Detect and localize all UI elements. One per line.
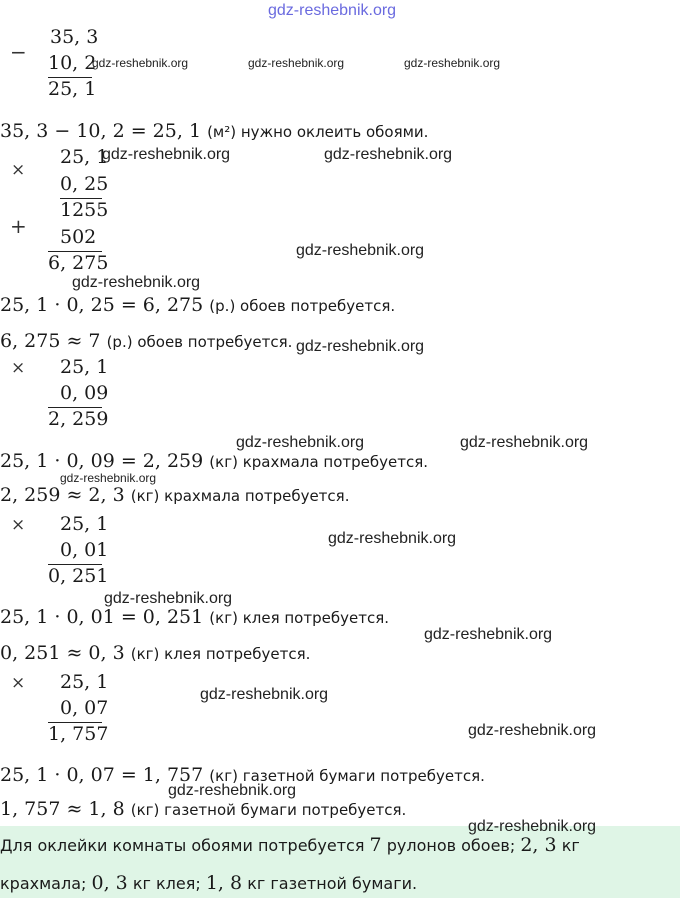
statement-line	[0, 484, 349, 506]
watermark: gdz-reshebnik.org	[424, 626, 553, 643]
answer-text: кг газетной бумаги.	[247, 874, 418, 893]
watermark: gdz-reshebnik.org	[168, 782, 297, 799]
watermark: gdz-reshebnik.org	[296, 338, 425, 355]
statement-line	[0, 450, 428, 472]
factor-a: 25, 1	[60, 146, 109, 168]
statement-text: (кг) крахмала потребуется.	[209, 453, 429, 471]
product: 1, 757	[48, 723, 109, 745]
minus-sign: −	[10, 40, 27, 64]
partial-1: 1255	[60, 199, 109, 221]
statement-line	[0, 642, 310, 664]
multiply-sign: ×	[11, 673, 26, 693]
statement-math: 35, 3 − 10, 2 = 25, 1	[0, 120, 202, 142]
answer-text: кг	[561, 836, 580, 855]
statement-math: 2, 259 ≈ 2, 3	[0, 484, 125, 506]
statement-text: (р.) обоев потребуется.	[106, 333, 293, 351]
statement-line	[0, 294, 395, 316]
watermark: gdz-reshebnik.org	[468, 818, 597, 835]
answer-text: крахмала;	[0, 874, 87, 893]
statement-math: 25, 1 · 0, 01 = 0, 251	[0, 606, 204, 628]
watermark: gdz-reshebnik.org	[296, 242, 425, 259]
answer-text: рулонов обоев;	[386, 836, 516, 855]
answer-line-2	[0, 872, 417, 894]
watermark-top: gdz-reshebnik.org	[268, 2, 397, 19]
statement-math: 6, 275 ≈ 7	[0, 330, 101, 352]
multiply-sign: ×	[11, 358, 26, 378]
factor-b: 0, 25	[60, 173, 109, 195]
watermark: gdz-reshebnik.org	[460, 434, 589, 451]
watermark: gdz-reshebnik.org	[324, 146, 453, 163]
difference: 25, 1	[48, 78, 97, 100]
statement-text: (р.) обоев потребуется.	[209, 297, 396, 315]
answer-box	[0, 826, 680, 898]
answer-number: 2, 3	[520, 834, 557, 856]
minuend: 35, 3	[50, 26, 99, 48]
statement-line	[0, 798, 406, 820]
statement-text: (кг) крахмала потребуется.	[130, 487, 350, 505]
watermark: gdz-reshebnik.org	[60, 471, 157, 485]
factor-a: 25, 1	[60, 513, 109, 535]
answer-text: Для оклейки комнаты обоями потребуется	[0, 836, 365, 855]
watermark: gdz-reshebnik.org	[92, 56, 189, 70]
statement-text: (кг) газетной бумаги потребуется.	[130, 801, 407, 819]
statement-text: (кг) газетной бумаги потребуется.	[209, 767, 485, 785]
statement-math: 25, 1 · 0, 09 = 2, 259	[0, 450, 204, 472]
answer-number: 7	[369, 834, 382, 856]
watermark: gdz-reshebnik.org	[200, 686, 329, 703]
answer-line-1	[0, 834, 580, 856]
watermark: gdz-reshebnik.org	[104, 590, 233, 607]
factor-b: 0, 01	[60, 539, 109, 561]
watermark: gdz-reshebnik.org	[404, 56, 501, 70]
watermark: gdz-reshebnik.org	[102, 146, 231, 163]
watermark: gdz-reshebnik.org	[328, 530, 457, 547]
statement-line	[0, 606, 389, 628]
partial-2: 502	[60, 226, 97, 248]
watermark: gdz-reshebnik.org	[468, 722, 597, 739]
answer-number: 0, 3	[91, 872, 128, 894]
subtrahend: 10, 2	[48, 52, 97, 74]
watermark: gdz-reshebnik.org	[72, 274, 201, 291]
statement-math: 25, 1 · 0, 07 = 1, 757	[0, 764, 204, 786]
statement-text: (кг) клея потребуется.	[209, 609, 389, 627]
factor-b: 0, 09	[60, 382, 109, 404]
multiply-sign: ×	[11, 160, 26, 180]
statement-line	[0, 330, 292, 352]
multiply-sign: ×	[11, 515, 26, 535]
statement-math: 1, 757 ≈ 1, 8	[0, 798, 125, 820]
factor-b: 0, 07	[60, 697, 109, 719]
statement-math: 0, 251 ≈ 0, 3	[0, 642, 125, 664]
factor-a: 25, 1	[60, 356, 109, 378]
product: 0, 251	[48, 565, 109, 587]
watermark: gdz-reshebnik.org	[236, 434, 365, 451]
answer-number: 1, 8	[205, 872, 243, 894]
product: 6, 275	[48, 252, 109, 274]
statement-math: 25, 1 · 0, 25 = 6, 275	[0, 294, 204, 316]
answer-text: кг клея;	[132, 874, 201, 893]
watermark: gdz-reshebnik.org	[248, 56, 345, 70]
statement-text: (кг) клея потребуется.	[130, 645, 311, 663]
plus-sign: +	[10, 214, 27, 238]
statement-text: (м²) нужно оклеить обоями.	[207, 123, 429, 141]
statement-line	[0, 120, 428, 142]
product: 2, 259	[48, 408, 109, 430]
factor-a: 25, 1	[60, 671, 109, 693]
